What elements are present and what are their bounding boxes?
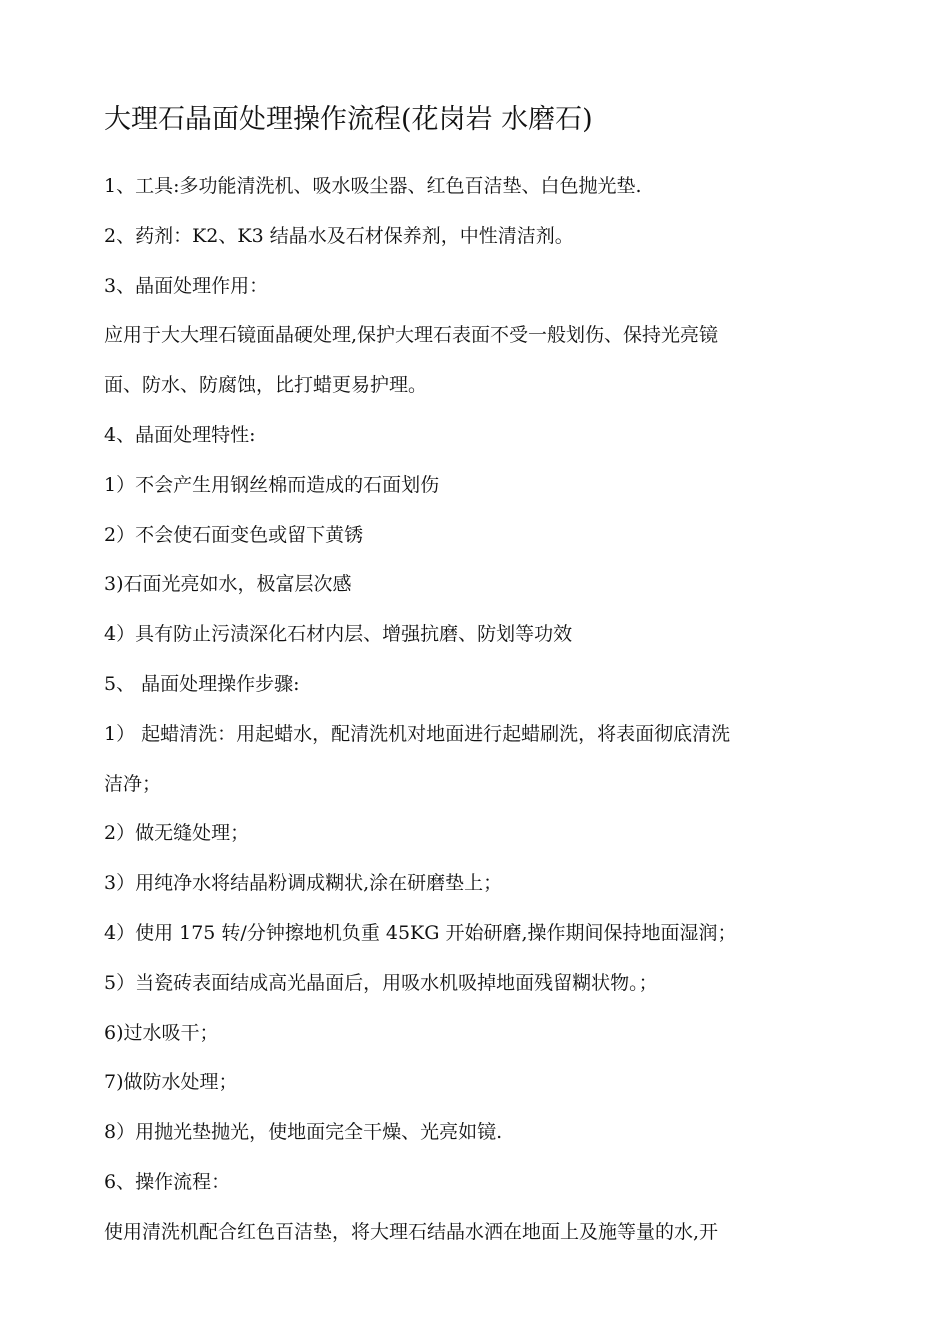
body-line: 8）用抛光垫抛光，使地面完全干燥、光亮如镜. xyxy=(104,1121,503,1144)
body-line: 4、晶面处理特性: xyxy=(104,423,256,446)
body-line: 4）使用 175 转/分钟擦地机负重 45KG 开始研磨,操作期间保持地面湿润； xyxy=(104,921,737,944)
body-line: 使用清洗机配合红色百洁垫，将大理石结晶水洒在地面上及施等量的水,开 xyxy=(104,1220,719,1243)
body-line: 7)做防水处理； xyxy=(104,1071,238,1094)
body-line: 6、操作流程： xyxy=(104,1170,231,1193)
body-line: 3)石面光亮如水，极富层次感 xyxy=(104,573,352,596)
body-line: 1） 起蜡清洗：用起蜡水，配清洗机对地面进行起蜡刷洗，将表面彻底清洗 xyxy=(104,722,731,745)
document-body xyxy=(104,162,864,1258)
body-line: 应用于大大理石镜面晶硬处理,保护大理石表面不受一般划伤、保持光亮镜 xyxy=(104,324,719,347)
body-line: 洁净； xyxy=(104,772,162,795)
body-line: 1）不会产生用钢丝棉而造成的石面划伤 xyxy=(104,473,440,496)
body-line: 2）不会使石面变色或留下黄锈 xyxy=(104,523,364,546)
body-line: 5）当瓷砖表面结成高光晶面后，用吸水机吸掉地面残留糊状物。； xyxy=(104,971,658,994)
body-line: 4）具有防止污渍深化石材内层、增强抗磨、防划等功效 xyxy=(104,623,573,646)
body-line: 6)过水吸干； xyxy=(104,1021,219,1044)
body-line: 2、药剂：K2、K3 结晶水及石材保养剂，中性清洁剂。 xyxy=(104,224,574,247)
body-line: 1、工具:多功能清洗机、吸水吸尘器、红色百洁垫、白色抛光垫. xyxy=(104,175,642,197)
body-line: 5、 晶面处理操作步骤: xyxy=(104,672,300,695)
body-line: 3）用纯净水将结晶粉调成糊状,涂在研磨垫上； xyxy=(104,872,503,895)
document-title: 大理石晶面处理操作流程(花岗岩 水磨石) xyxy=(104,104,593,135)
body-line: 3、晶面处理作用： xyxy=(104,274,269,297)
body-line: 2）做无缝处理； xyxy=(104,822,250,845)
body-line: 面、防水、防腐蚀，比打蜡更易护理。 xyxy=(104,374,428,397)
